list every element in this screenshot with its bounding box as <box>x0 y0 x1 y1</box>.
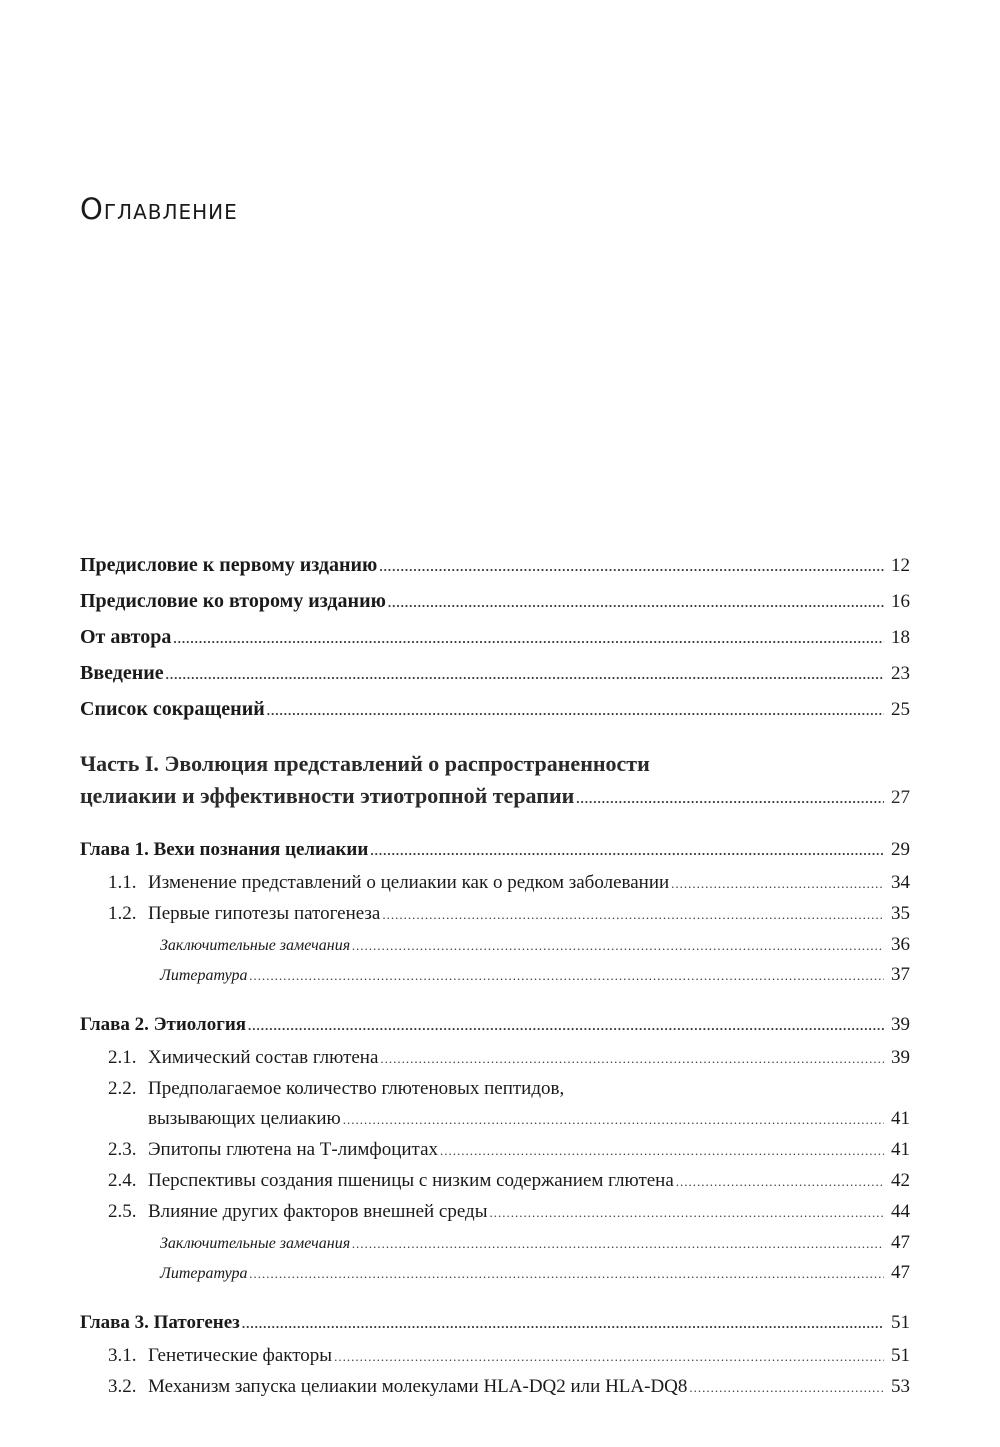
toc-page-number: 44 <box>891 1201 910 1222</box>
toc-page-number: 29 <box>891 839 910 860</box>
toc-section-2-4[interactable] <box>80 1166 910 1197</box>
toc-section-1-1[interactable] <box>80 868 910 899</box>
dot-leader <box>248 1009 884 1043</box>
dot-leader <box>379 550 884 584</box>
toc-section-3-2[interactable] <box>80 1372 910 1403</box>
section-number: 3.2. <box>108 1376 137 1397</box>
toc-page-number: 36 <box>891 934 910 955</box>
toc-page-number: 41 <box>891 1139 910 1160</box>
dot-leader <box>166 658 884 692</box>
dot-leader <box>388 586 884 620</box>
toc-section-3-1[interactable] <box>80 1341 910 1372</box>
toc-page-number: 39 <box>891 1047 910 1068</box>
toc-sub-ch1-literature[interactable] <box>80 960 910 990</box>
toc-entry-abbreviations[interactable] <box>80 692 910 728</box>
dot-leader <box>676 1167 884 1197</box>
section-number: 1.2. <box>108 903 137 924</box>
dot-leader <box>352 931 884 960</box>
toc-entry-label: Изменение представлений о целиакии как о редком заболевании <box>148 872 670 893</box>
toc-chapter-2[interactable] <box>80 1008 910 1043</box>
toc-entry-label: Глава 2. Этиология <box>80 1014 247 1035</box>
toc-page-number: 51 <box>891 1345 910 1366</box>
dot-leader <box>352 1229 884 1258</box>
toc-section-2-5[interactable] <box>80 1197 910 1228</box>
toc-entry-label: Заключительные замечания <box>160 937 351 954</box>
toc-entry-label: Список сокращений <box>80 698 265 720</box>
toc-entry-label: Влияние других факторов внешней среды <box>148 1201 488 1222</box>
dot-leader <box>576 783 884 815</box>
toc-entry-label: Глава 1. Вехи познания целиакии <box>80 839 369 860</box>
toc-page-number: 41 <box>891 1108 910 1129</box>
dot-leader <box>242 1307 884 1341</box>
table-of-contents <box>80 548 910 1403</box>
dot-leader <box>382 900 884 930</box>
dot-leader <box>250 1259 884 1288</box>
toc-entry-label: Предисловие ко второму изданию <box>80 590 386 612</box>
toc-entry-introduction[interactable] <box>80 656 910 692</box>
dot-leader <box>334 1342 884 1372</box>
dot-leader <box>173 622 884 656</box>
toc-entry-label: Предисловие к первому изданию <box>80 554 378 576</box>
toc-entry-from-author[interactable] <box>80 620 910 656</box>
toc-page-number: 34 <box>891 872 910 893</box>
section-number: 2.2. <box>108 1078 137 1099</box>
toc-sub-ch2-literature[interactable] <box>80 1258 910 1288</box>
part-title-line2: целиакии и эффективности этиотропной терапии <box>80 783 575 808</box>
toc-entry-label: Заключительные замечания <box>160 1235 351 1252</box>
toc-page-number: 35 <box>891 903 910 924</box>
section-number: 2.5. <box>108 1201 137 1222</box>
toc-page-number: 16 <box>891 591 910 612</box>
toc-sub-ch1-conclusions[interactable] <box>80 930 910 960</box>
toc-entry-label: Механизм запуска целиакии молекулами HLA-DQ2 или HLA-DQ8 <box>148 1376 688 1397</box>
toc-entry-label: Глава 3. Патогенез <box>80 1312 240 1333</box>
toc-part-1[interactable] <box>80 748 910 815</box>
toc-section-2-2[interactable] <box>80 1074 910 1135</box>
toc-page-number: 42 <box>891 1170 910 1191</box>
dot-leader <box>440 1136 884 1166</box>
toc-entry-label: Химический состав глютена <box>148 1047 379 1068</box>
toc-page-number: 18 <box>891 627 910 648</box>
section-number: 1.1. <box>108 872 137 893</box>
toc-section-2-1[interactable] <box>80 1043 910 1074</box>
section-number: 3.1. <box>108 1345 137 1366</box>
toc-page-number: 27 <box>891 787 910 808</box>
toc-page-number: 23 <box>891 663 910 684</box>
toc-entry-label: Первые гипотезы патогенеза <box>148 903 381 924</box>
part-title-line1: Часть I. Эволюция представлений о распространенности <box>80 751 650 776</box>
section-number: 2.1. <box>108 1047 137 1068</box>
toc-page-number: 53 <box>891 1376 910 1397</box>
section-number: 2.3. <box>108 1139 137 1160</box>
toc-page-number: 51 <box>891 1312 910 1333</box>
toc-entry-preface-second[interactable] <box>80 584 910 620</box>
page-title: Оглавление <box>80 192 238 226</box>
toc-entry-label-cont: вызывающих целиакию <box>148 1108 341 1129</box>
dot-leader <box>671 869 884 899</box>
dot-leader <box>267 694 884 728</box>
dot-leader <box>380 1044 884 1074</box>
toc-section-1-2[interactable] <box>80 899 910 930</box>
toc-page-number: 12 <box>891 555 910 576</box>
toc-sub-ch2-conclusions[interactable] <box>80 1228 910 1258</box>
section-number: 2.4. <box>108 1170 137 1191</box>
toc-section-2-3[interactable] <box>80 1135 910 1166</box>
toc-entry-label: Введение <box>80 662 164 684</box>
toc-page-number: 39 <box>891 1014 910 1035</box>
dot-leader <box>370 834 884 868</box>
toc-chapter-1[interactable] <box>80 833 910 868</box>
toc-entry-label: Литература <box>160 967 248 984</box>
dot-leader <box>343 1105 884 1135</box>
toc-entry-label: Перспективы создания пшеницы с низким содержанием глютена <box>148 1170 674 1191</box>
dot-leader <box>489 1198 884 1228</box>
toc-entry-label: От автора <box>80 626 172 648</box>
toc-chapter-3[interactable] <box>80 1306 910 1341</box>
toc-entry-label: Литература <box>160 1265 248 1282</box>
toc-page-number: 47 <box>891 1262 910 1283</box>
dot-leader <box>689 1373 884 1403</box>
dot-leader <box>250 961 884 990</box>
toc-entry-label: Предполагаемое количество глютеновых пептидов, <box>148 1078 565 1099</box>
toc-entry-label: Генетические факторы <box>148 1345 333 1366</box>
toc-page-number: 37 <box>891 964 910 985</box>
toc-entry-label: Эпитопы глютена на Т-лимфоцитах <box>148 1139 439 1160</box>
toc-page-number: 25 <box>891 699 910 720</box>
toc-entry-preface-first[interactable] <box>80 548 910 584</box>
toc-page-number: 47 <box>891 1232 910 1253</box>
